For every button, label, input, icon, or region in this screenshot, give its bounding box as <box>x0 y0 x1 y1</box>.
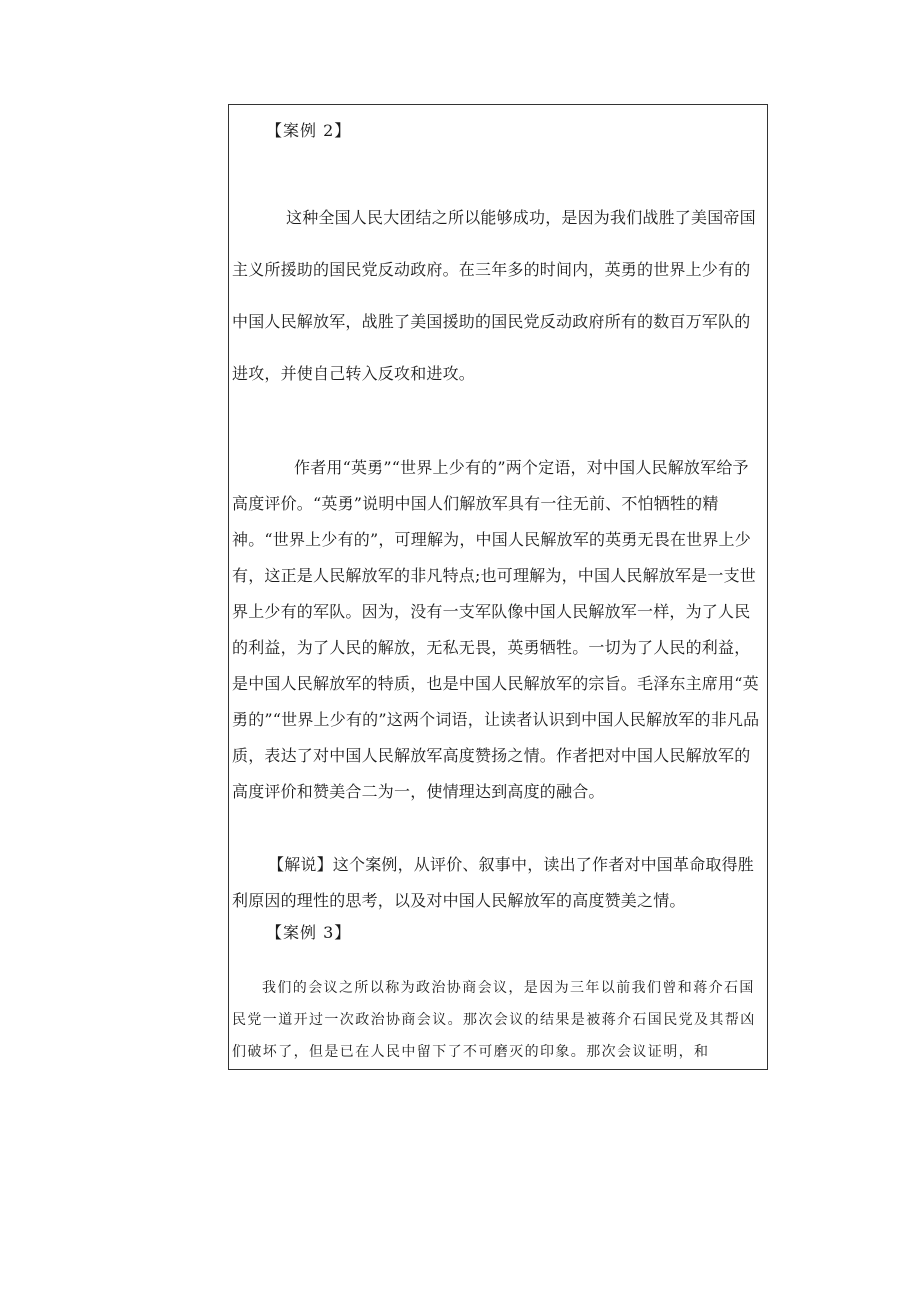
case-2-analysis-paragraph: 作者用“英勇”“世界上少有的”两个定语，对中国人民解放军给予高度评价。“英勇”说明中国人们解放军具有一往无前、不怕牺牲的精神。“世界上少有的”，可理解为，中国人民解放军的英勇无畏在世界上少有，这正是人民解放军的非凡特点;也可理解为，中国人民解放军是一支世界上少有的军队。因为，没有一支军队像中国人民解放军一样，为了人民的利益，为了人民的解放，无私无畏，英勇牺牲。一切为了人民的利益，是中国人民解放军的特质，也是中国人民解放军的宗旨。毛泽东主席用“英勇的”“世界上少有的”这两个词语，让读者认识到中国人民解放军的非凡品质，表达了对中国人民解放军高度赞扬之情。作者把对中国人民解放军的高度评价和赞美合二为一，使情理达到高度的融合。 <box>232 458 760 801</box>
case-3-heading: 【案例 3】 <box>266 923 352 942</box>
case-2-heading: 【案例 2】 <box>266 121 352 140</box>
case-3-quote-paragraph: 我们的会议之所以称为政治协商会议，是因为三年以前我们曾和蒋介石国民党一道开过一次政治协商会议。那次会议的结果是被蒋介石国民党及其帮凶们破坏了，但是已在人民中留下了不可磨灭的印象。那次会议证明，和 <box>232 980 756 1060</box>
case-2-quote-paragraph: 这种全国人民大团结之所以能够成功，是因为我们战胜了美国帝国主义所援助的国民党反动政府。在三年多的时间内，英勇的世界上少有的中国人民解放军，战胜了美国援助的国民党反动政府所有的数百万军队的进攻，并使自己转入反攻和进攻。 <box>232 208 756 383</box>
case-2-commentary-paragraph: 【解说】这个案例，从评价、叙事中，读出了作者对中国革命取得胜利原因的理性的思考，以及对中国人民解放军的高度赞美之情。 <box>232 855 755 910</box>
